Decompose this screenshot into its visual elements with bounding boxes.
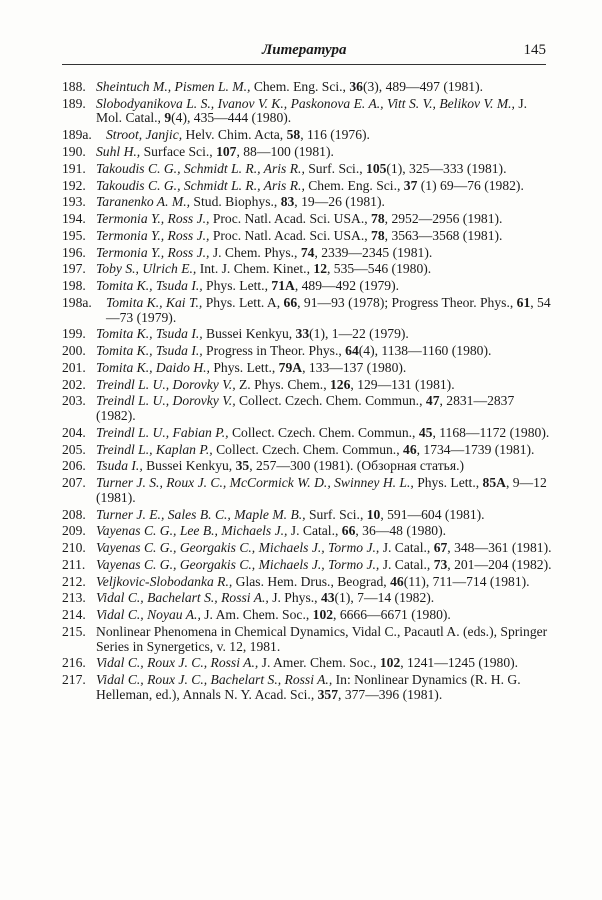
reference-number: 202.: [62, 376, 86, 392]
reference-text: , 489—492 (1979).: [294, 278, 400, 294]
reference-authors: Tomita K., Daido H.,: [96, 359, 210, 375]
reference-entry: [62, 656, 554, 671]
reference-entry: [62, 558, 554, 573]
reference-number: 217.: [62, 672, 86, 688]
reference-text: Z. Phys. Chem.,: [235, 376, 330, 392]
reference-text: Phys. Lett. A,: [202, 294, 284, 310]
reference-number: 199.: [62, 326, 86, 342]
reference-text: , 535—546 (1980).: [326, 261, 432, 277]
reference-authors: Tomita K., Tsuda I.,: [96, 278, 203, 294]
reference-text: , 19—26 (1981).: [294, 194, 385, 210]
reference-text: , 591—604 (1981).: [380, 506, 485, 522]
reference-authors: Tomita K., Kai T.,: [106, 294, 203, 310]
reference-entry: [62, 459, 554, 474]
reference-entry: [62, 279, 554, 294]
reference-authors: Suhl H.,: [96, 143, 141, 159]
reference-text: J. Catal.,: [379, 556, 434, 572]
reference-authors: Vidal C., Noyau A.,: [96, 607, 201, 623]
reference-number: 198a.: [62, 294, 92, 310]
reference-number: 208.: [62, 506, 86, 522]
reference-text: Chem. Eng. Sci.,: [250, 79, 350, 94]
reference-number: 195.: [62, 227, 86, 243]
reference-volume: 12: [313, 261, 327, 277]
reference-authors: Treindl L. U., Dorovky V.,: [96, 376, 236, 392]
reference-list: [62, 80, 554, 705]
reference-volume: 79A: [278, 359, 303, 375]
reference-text: Surf. Sci.,: [304, 160, 367, 176]
reference-text: , 2831—2837 (1982).: [96, 393, 515, 424]
reference-authors: Takoudis C. G., Schmidt L. R., Aris R.,: [96, 160, 305, 176]
reference-volume: 37: [403, 177, 418, 193]
reference-volume: 357: [317, 686, 339, 702]
reference-text: (3), 489—497 (1981).: [362, 79, 484, 94]
reference-volume: 78: [371, 227, 385, 243]
reference-number: 198.: [62, 278, 86, 294]
reference-text: Proc. Natl. Acad. Sci. USA.,: [209, 227, 372, 243]
reference-entry: [62, 361, 554, 376]
reference-number: 192.: [62, 177, 86, 193]
reference-authors: Termonia Y., Ross J.,: [96, 227, 210, 243]
reference-text: , 3563—3568 (1981).: [384, 227, 503, 243]
reference-entry: [62, 575, 554, 590]
reference-authors: Vayenas C. G., Georgakis C., Michaels J., Tormo J.,: [96, 540, 380, 556]
reference-text: , 2952—2956 (1981).: [384, 211, 503, 227]
reference-text: (4), 435—444 (1980).: [171, 110, 292, 126]
reference-authors: Slobodyanikova L. S., Ivanov V. K., Paskonova E. A., Vitt S. V., Belikov V. M.,: [96, 95, 515, 111]
reference-number: 191.: [62, 160, 86, 176]
reference-number: 212.: [62, 573, 86, 589]
reference-entry: [62, 344, 554, 359]
reference-text: Helv. Chim. Acta,: [182, 127, 287, 143]
reference-text: Bussei Kenkyu,: [142, 458, 236, 474]
reference-volume: 102: [379, 655, 401, 671]
reference-volume: 102: [312, 607, 334, 623]
reference-number: 201.: [62, 359, 86, 375]
reference-entry: [62, 80, 554, 95]
reference-volume: 64: [345, 343, 359, 359]
reference-text: Proc. Natl. Acad. Sci. USA.,: [209, 211, 372, 227]
reference-text: , 116 (1976).: [300, 127, 370, 143]
page-number: 145: [523, 42, 546, 58]
reference-text: Stud. Biophys.,: [190, 194, 281, 210]
reference-entry: [62, 673, 554, 702]
reference-number: 216.: [62, 655, 86, 671]
reference-number: 190.: [62, 143, 86, 159]
reference-text: (1), 7—14 (1982).: [334, 590, 435, 606]
reference-number: 213.: [62, 590, 86, 606]
reference-number: 197.: [62, 261, 86, 277]
reference-number: 215.: [62, 624, 86, 640]
reference-text: Phys. Lett.,: [202, 278, 272, 294]
reference-text: Collect. Czech. Chem. Commun.,: [228, 424, 419, 440]
reference-volume: 46: [403, 441, 417, 457]
reference-text: In: Nonlinear Dynamics (R. H. G. Helleman, ed.), Annals N. Y. Acad. Sci.,: [96, 672, 521, 702]
reference-authors: Taranenko A. M.,: [96, 194, 191, 210]
reference-number: 188.: [62, 79, 86, 94]
reference-text: Collect. Czech. Chem. Commun.,: [212, 441, 404, 457]
reference-entry: [62, 179, 554, 194]
reference-entry: [62, 625, 554, 654]
reference-authors: Treindl L. U., Fabian P.,: [96, 424, 229, 440]
reference-entry: [62, 262, 554, 277]
reference-volume: 126: [330, 376, 351, 392]
reference-authors: Termonia Y., Ross J.,: [96, 244, 210, 260]
reference-text: Chem. Eng. Sci.,: [304, 177, 404, 193]
reference-number: 196.: [62, 244, 86, 260]
reference-text: J. Mol. Catal.,: [96, 95, 528, 126]
reference-text: J. Chem. Phys.,: [209, 244, 301, 260]
reference-text: Surf. Sci.,: [305, 506, 367, 522]
reference-authors: Vayenas C. G., Lee B., Michaels J.,: [96, 523, 288, 539]
reference-entry: [62, 541, 554, 556]
reference-text: , 133—137 (1980).: [302, 359, 407, 375]
reference-text: (1), 325—333 (1981).: [386, 160, 507, 176]
reference-text: (1), 1—22 (1979).: [309, 326, 409, 342]
reference-authors: Vidal C., Roux J. C., Rossi A.,: [96, 655, 259, 671]
reference-authors: Turner J. E., Sales B. C., Maple M. B.,: [96, 506, 306, 522]
reference-volume: 43: [320, 590, 335, 606]
reference-volume: 78: [371, 211, 385, 227]
reference-volume: 83: [280, 194, 295, 210]
reference-text: (4), 1138—1160 (1980).: [358, 343, 492, 359]
reference-text: , 129—131 (1981).: [350, 376, 455, 392]
reference-entry: [62, 591, 554, 606]
reference-text: Progress in Theor. Phys.,: [202, 343, 346, 359]
reference-number: 209.: [62, 523, 86, 539]
reference-text: , 1734—1739 (1981).: [416, 441, 535, 457]
reference-entry: [62, 524, 554, 539]
reference-text: , 1241—1245 (1980).: [400, 655, 519, 671]
reference-volume: 71A: [271, 278, 295, 294]
reference-text: (11), 711—714 (1981).: [403, 573, 530, 589]
running-title: Литература: [262, 42, 347, 58]
reference-text: Phys. Lett.,: [209, 359, 279, 375]
reference-text: Nonlinear Phenomena in Chemical Dynamics, Vidal C., Pacautl A. (eds.), Springer Series in Synergetics, v. 12, 1981.: [96, 624, 548, 654]
reference-text: J. Phys.,: [268, 590, 321, 606]
reference-volume: 107: [216, 143, 237, 159]
reference-text: , 9—12 (1981).: [96, 475, 547, 505]
reference-text: , 6666—6671 (1980).: [333, 607, 451, 623]
reference-text: , 257—300 (1981). (Обзорная статья.): [249, 458, 465, 474]
reference-entry: [62, 212, 554, 227]
reference-volume: 67: [433, 540, 448, 556]
reference-number: 189a.: [62, 127, 92, 143]
reference-number: 211.: [62, 556, 86, 572]
reference-entry: [62, 443, 554, 458]
reference-text: Glas. Hem. Drus., Beograd,: [232, 573, 391, 589]
page-header: [62, 42, 546, 65]
reference-number: 194.: [62, 211, 86, 227]
reference-authors: Toby S., Ulrich E.,: [96, 261, 197, 277]
reference-volume: 58: [286, 127, 301, 143]
reference-entry: [62, 97, 554, 126]
reference-authors: Treindl L. U., Dorovky V.,: [96, 393, 236, 409]
reference-volume: 46: [390, 573, 404, 589]
reference-text: Collect. Czech. Chem. Commun.,: [235, 393, 426, 409]
reference-entry: [62, 608, 554, 623]
reference-text: , 54—73 (1979).: [106, 294, 551, 325]
reference-text: J. Catal.,: [379, 540, 434, 556]
reference-volume: 66: [341, 523, 356, 539]
reference-entry: [62, 508, 554, 523]
reference-authors: Tomita K., Tsuda I.,: [96, 326, 203, 342]
reference-entry: [62, 296, 554, 325]
reference-authors: Vidal C., Roux J. C., Bachelart S., Rossi A.,: [96, 672, 333, 688]
reference-text: , 348—361 (1981).: [447, 540, 552, 556]
reference-text: , 201—204 (1982).: [447, 556, 552, 572]
reference-entry: [62, 229, 554, 244]
reference-authors: Sheintuch M., Pismen L. M.,: [96, 79, 251, 94]
reference-number: 206.: [62, 458, 86, 474]
reference-text: Surface Sci.,: [140, 143, 217, 159]
reference-text: Phys. Lett.,: [413, 475, 483, 491]
reference-volume: 33: [295, 326, 310, 342]
reference-authors: Termonia Y., Ross J.,: [96, 211, 210, 227]
reference-entry: [62, 476, 554, 505]
reference-authors: Vayenas C. G., Georgakis C., Michaels J., Tormo J.,: [96, 556, 380, 572]
reference-text: , 1168—1172 (1980).: [432, 424, 550, 440]
reference-volume: 10: [366, 506, 381, 522]
reference-text: , 2339—2345 (1981).: [314, 244, 433, 260]
reference-authors: Stroot, Janjic,: [106, 127, 183, 143]
reference-number: 200.: [62, 343, 86, 359]
reference-authors: Vidal C., Bachelart S., Rossi A.,: [96, 590, 269, 606]
reference-volume: 45: [418, 424, 433, 440]
reference-entry: [62, 378, 554, 393]
reference-entry: [62, 128, 554, 143]
reference-text: J. Catal.,: [287, 523, 342, 539]
reference-number: 203.: [62, 393, 86, 409]
reference-authors: Treindl L., Kaplan P.,: [96, 441, 213, 457]
reference-authors: Tsuda I.,: [96, 458, 143, 474]
reference-number: 204.: [62, 424, 86, 440]
reference-authors: Veljkovic-Slobodanka R.,: [96, 573, 233, 589]
reference-volume: 74: [300, 244, 315, 260]
reference-entry: [62, 327, 554, 342]
reference-entry: [62, 394, 554, 423]
reference-volume: 105: [366, 160, 387, 176]
reference-volume: 61: [516, 294, 531, 310]
reference-volume: 47: [425, 393, 440, 409]
reference-authors: Turner J. S., Roux J. C., McCormick W. D., Swinney H. L.,: [96, 475, 414, 491]
reference-authors: Tomita K., Tsuda I.,: [96, 343, 203, 359]
reference-authors: Takoudis C. G., Schmidt L. R., Aris R.,: [96, 177, 305, 193]
reference-volume: 85A: [482, 475, 506, 491]
reference-volume: 9: [164, 110, 172, 126]
reference-text: , 36—48 (1980).: [355, 523, 446, 539]
reference-number: 193.: [62, 194, 86, 210]
reference-text: Bussei Kenkyu,: [202, 326, 296, 342]
reference-volume: 35: [235, 458, 250, 474]
reference-entry: [62, 426, 554, 441]
reference-text: Int. J. Chem. Kinet.,: [196, 261, 314, 277]
reference-text: , 91—93 (1978); Progress Theor. Phys.,: [297, 294, 517, 310]
reference-entry: [62, 162, 554, 177]
reference-text: J. Amer. Chem. Soc.,: [258, 655, 380, 671]
reference-entry: [62, 145, 554, 160]
reference-number: 189.: [62, 95, 86, 111]
reference-text: J. Am. Chem. Soc.,: [200, 607, 313, 623]
reference-text: , 88—100 (1981).: [236, 143, 334, 159]
reference-volume: 66: [283, 294, 298, 310]
reference-number: 214.: [62, 607, 86, 623]
reference-text: , 377—396 (1981).: [338, 686, 443, 702]
reference-entry: [62, 246, 554, 261]
reference-text: (1) 69—76 (1982).: [417, 177, 524, 193]
reference-entry: [62, 195, 554, 210]
reference-volume: 73: [433, 556, 448, 572]
reference-volume: 36: [349, 79, 363, 94]
reference-number: 205.: [62, 441, 86, 457]
reference-number: 210.: [62, 540, 86, 556]
reference-number: 207.: [62, 475, 86, 491]
